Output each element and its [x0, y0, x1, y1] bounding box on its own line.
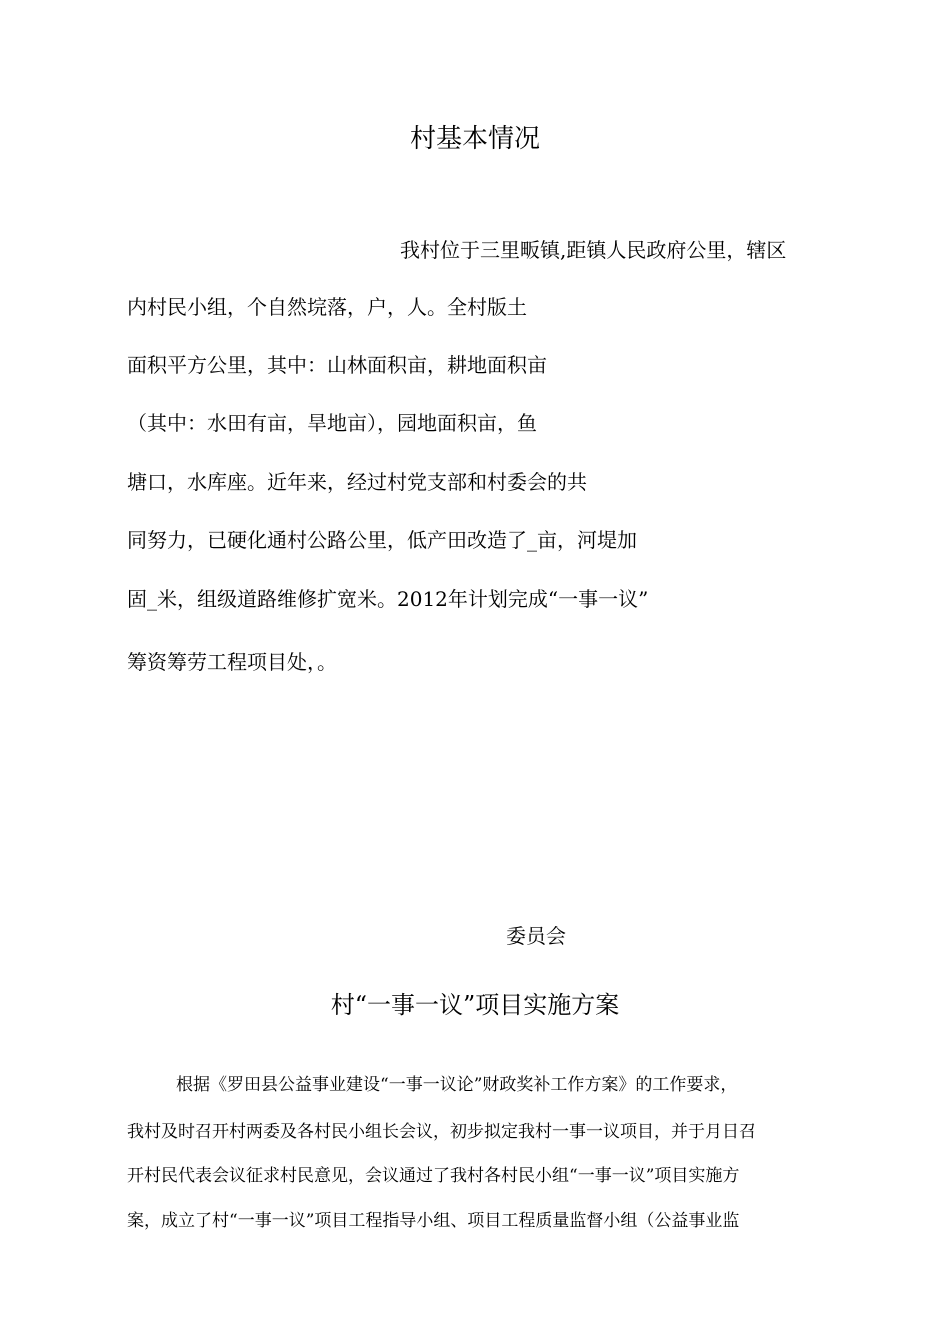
section2-line-4: 案，成立了村“一事一议”项目工程指导小组、项目工程质量监督小组（公益事业监: [127, 1211, 740, 1231]
section2-line-2: 我村及时召开村两委及各村民小组长会议，初步拟定我村一事一议项目，并于月日召: [127, 1122, 756, 1142]
section2-line-3: 开村民代表会议征求村民意见，会议通过了我村各村民小组“一事一议”项目实施方: [127, 1166, 740, 1186]
section1-title: 村基本情况: [409, 124, 540, 154]
section1-line-2: 内村民小组，个自然垸落，户，人。全村版土: [127, 295, 527, 319]
section1-line-6: 同努力，已硬化通村公路公里，低产田改造了_亩，河堤加: [127, 528, 637, 552]
section2-title: 村“一事一议”项目实施方案: [330, 991, 620, 1019]
section1-line-1: 我村位于三里畈镇,距镇人民政府公里，辖区: [400, 238, 787, 262]
section1-line-3: 面积平方公里，其中：山林面积亩，耕地面积亩: [127, 353, 547, 377]
section2-line-1: 根据《罗田县公益事业建设“一事一议论”财政奖补工作方案》的工作要求，: [176, 1075, 738, 1095]
section1-line-4: （其中：水田有亩，旱地亩），园地面积亩，鱼: [127, 411, 537, 435]
section1-line-7: 固_米，组级道路维修扩宽米。2012年计划完成“一事一议”: [127, 587, 649, 611]
section1-line-8: 筹资筹劳工程项目处，。: [127, 650, 337, 674]
section1-line-5: 塘口，水库座。近年来，经过村党支部和村委会的共: [127, 470, 587, 494]
section2-org-label: 委员会: [506, 924, 566, 948]
